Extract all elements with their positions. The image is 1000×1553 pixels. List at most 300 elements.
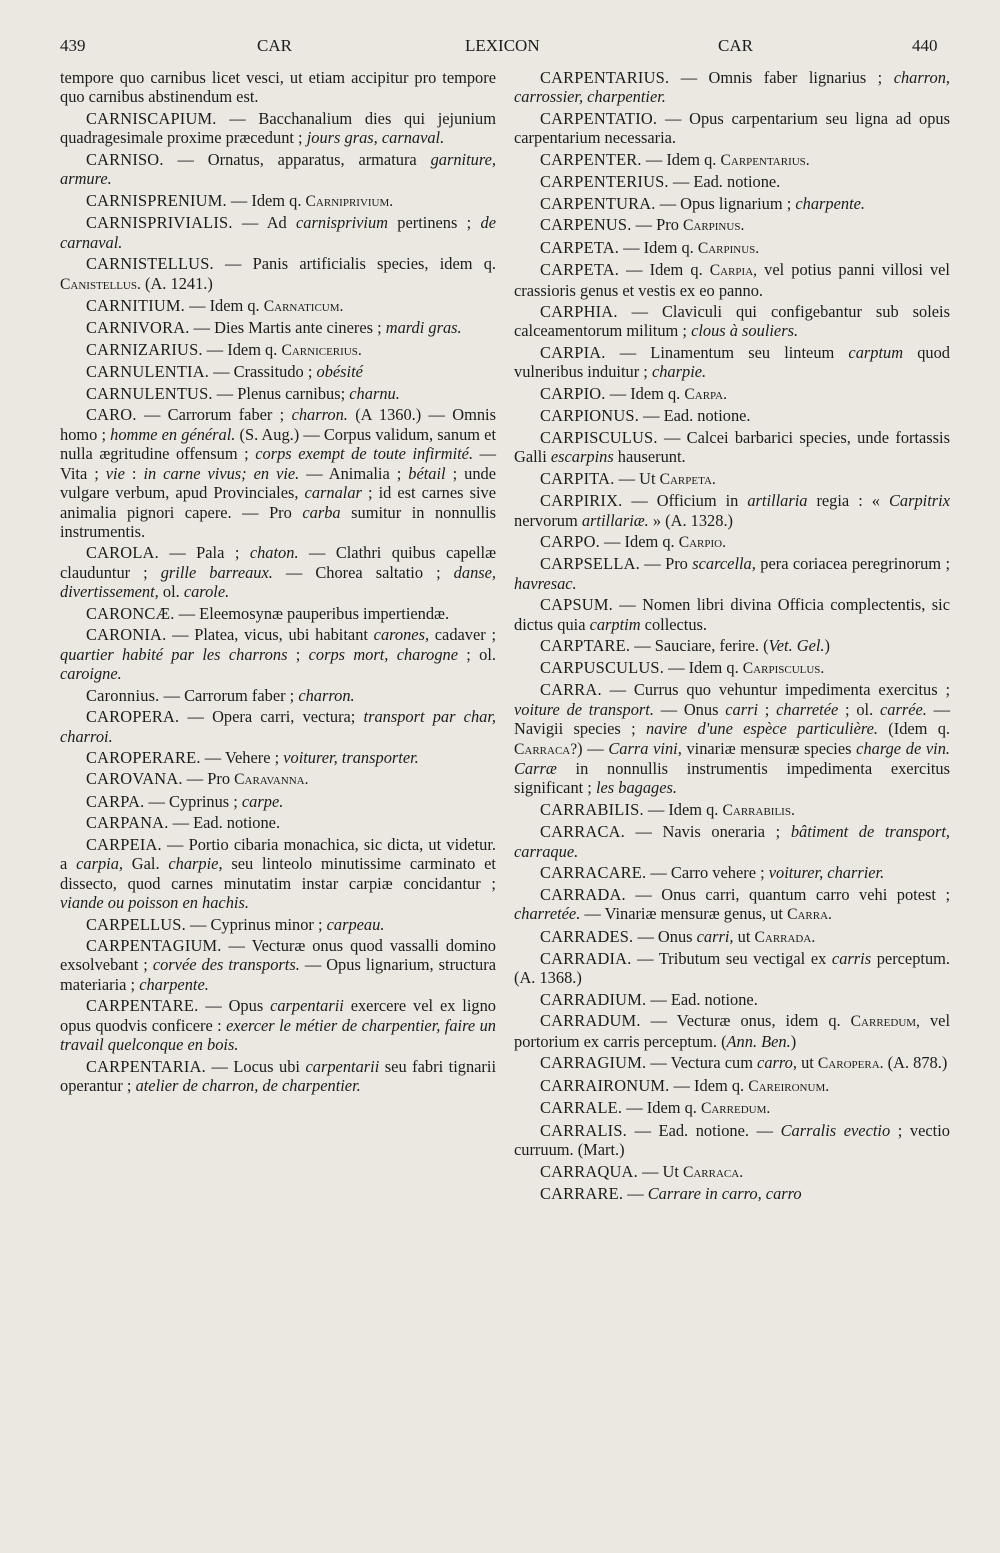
entry-gloss: carpe. xyxy=(241,791,284,811)
entry-text: — Idem q. xyxy=(619,260,710,280)
entry-gloss: quartier habité par les charrons xyxy=(60,644,288,664)
entry-text: — Vita ; xyxy=(60,444,496,483)
entry-headword: CARNISTELLUS. xyxy=(86,254,214,274)
dictionary-entry xyxy=(514,1076,950,1096)
entry-text: — Ead. notione. xyxy=(639,406,751,426)
entry-gloss: navire d'une espèce particulière. xyxy=(645,719,878,739)
entry-text: ut xyxy=(733,926,755,946)
entry-gloss: charpie, xyxy=(168,854,223,874)
entry-gloss: carpia, xyxy=(76,854,123,874)
entry-gloss: voiturer, charrier. xyxy=(768,863,885,883)
entry-headword: CAROVANA. xyxy=(86,769,183,789)
entry-text: — Portio cibaria monachica, sic dicta, ut videtur. a xyxy=(60,834,496,874)
entry-gloss: carptim xyxy=(589,614,641,634)
entry-crossref: Carraca? xyxy=(514,740,578,758)
entry-gloss: carpentarii xyxy=(305,1056,380,1076)
entry-gloss: carpeau. xyxy=(326,914,385,934)
entry-gloss: chaton. xyxy=(249,543,299,563)
entry-text: — Pro xyxy=(182,769,235,789)
entry-gloss: les bagages. xyxy=(595,778,677,798)
entry-gloss: de carnaval. xyxy=(60,213,496,252)
entry-text: — Opus lignarium, structura materiaria ; xyxy=(60,955,496,994)
entry-gloss: charpie. xyxy=(651,362,707,382)
entry-headword: CARPELLUS. xyxy=(86,914,186,934)
entry-gloss: carole. xyxy=(183,582,230,602)
entry-gloss: Carpitrix xyxy=(888,491,950,511)
entry-text: — Vecturæ onus, idem q. xyxy=(640,1011,851,1031)
entry-crossref: Caravanna. xyxy=(234,771,309,789)
entry-headword: CARNULENTUS. xyxy=(86,383,213,403)
right-guide-word: CAR xyxy=(718,36,753,55)
entry-headword: CARPIO. xyxy=(540,383,606,403)
entry-headword: CARNISCAPIUM. xyxy=(86,108,217,128)
entry-text: — Vectura cum xyxy=(646,1053,758,1073)
entry-headword: CARRA. xyxy=(540,680,602,700)
dictionary-entry xyxy=(60,318,496,337)
left-page-number: 439 xyxy=(60,36,86,55)
entry-gloss: voiture de transport. xyxy=(514,699,654,719)
entry-crossref: Carra. xyxy=(787,906,832,924)
entry-text: — Dies Martis ante cineres ; xyxy=(189,318,386,338)
entry-headword: Caronnius. xyxy=(86,685,160,705)
dictionary-entry xyxy=(60,340,496,360)
entry-headword: CAROPERARE. xyxy=(86,747,201,767)
entry-headword: CARPEIA. xyxy=(86,834,162,854)
dictionary-entry xyxy=(514,491,950,530)
entry-gloss: voiturer, transporter. xyxy=(283,747,419,767)
entry-text: — Crassitudo ; xyxy=(209,362,317,382)
dictionary-entry xyxy=(514,680,950,798)
entry-headword: CARNIVORA. xyxy=(86,318,190,338)
entry-headword: CARPTARE. xyxy=(540,636,631,656)
entry-text: seu linteolo minutissime carminato et dissecto, quod carnes minutatim instar carpiæ concidantur ; xyxy=(60,854,496,893)
entry-crossref: Carredum. xyxy=(700,1100,771,1118)
dictionary-entry xyxy=(60,1057,496,1096)
entry-text: sumitur in nonnullis instrumentis. xyxy=(60,502,496,541)
entry-text: tempore quo carnibus licet vesci, ut etiam accipitur pro tempore quo carnibus abstinendum est. xyxy=(60,68,496,107)
dictionary-entry xyxy=(60,405,496,541)
entry-text: — Carrorum faber ; xyxy=(136,405,292,425)
dictionary-entry xyxy=(60,68,496,107)
dictionary-entry xyxy=(60,604,496,623)
entry-crossref: Carpinus. xyxy=(682,217,745,235)
entry-gloss: carnisprivium xyxy=(296,213,388,233)
entry-gloss: danse, divertissement, xyxy=(60,562,497,602)
entry-text: ) xyxy=(790,1031,797,1051)
entry-text: — Idem q. xyxy=(664,657,743,677)
entry-headword: CARRACA. xyxy=(540,822,625,842)
entry-gloss: Carralis evectio xyxy=(780,1120,891,1140)
dictionary-entry xyxy=(60,769,496,789)
dictionary-entry xyxy=(60,296,496,316)
dictionary-entry xyxy=(514,109,950,148)
right-column xyxy=(514,68,950,1205)
dictionary-entry xyxy=(60,543,496,601)
entry-gloss: carri xyxy=(725,699,759,719)
entry-text: — Idem q. xyxy=(619,237,698,257)
entry-text: exercere vel ex ligno opus quodvis conficere : xyxy=(60,996,496,1035)
dictionary-entry xyxy=(60,109,496,148)
dictionary-entry xyxy=(514,260,950,300)
dictionary-entry xyxy=(514,532,950,552)
entry-gloss: atelier de charron, de charpentier. xyxy=(135,1076,361,1096)
entry-headword: CARPANA. xyxy=(86,813,169,833)
entry-crossref: Carpio. xyxy=(678,533,727,551)
entry-text: ut xyxy=(796,1053,818,1073)
entry-text: ; id est carnes sive animalia pignori capere. — Pro xyxy=(60,483,496,522)
dictionary-entry xyxy=(514,885,950,925)
dictionary-entry xyxy=(60,996,496,1054)
entry-text: — Ornatus, apparatus, armatura xyxy=(163,149,431,169)
entry-gloss: carnalar xyxy=(304,483,362,503)
entry-text: — Vecturæ onus quod vassalli domino exsolvebant ; xyxy=(60,936,496,975)
entry-text: — Ead. notione. xyxy=(646,989,758,1009)
entry-text: — Calcei barbarici species, unde fortassis Galli xyxy=(514,427,950,467)
entry-headword: CARNISPRIVIALIS. xyxy=(86,213,233,233)
running-header xyxy=(0,36,1000,62)
entry-text: — Cyprinus minor ; xyxy=(185,914,327,934)
entry-gloss: charretée. xyxy=(514,904,581,924)
entry-headword: CARPHIA. xyxy=(540,301,618,321)
dictionary-entry xyxy=(514,658,950,678)
dictionary-entry xyxy=(60,362,496,381)
entry-gloss: havresac. xyxy=(514,573,577,593)
entry-text: — Opus xyxy=(198,996,271,1016)
dictionary-entry xyxy=(514,215,950,235)
entry-headword: CARNITIUM. xyxy=(86,295,185,315)
entry-text: — Pro xyxy=(639,554,693,574)
entry-text: ) xyxy=(824,636,830,656)
entry-headword: CARONCÆ. xyxy=(86,603,175,623)
entry-gloss: carri, xyxy=(696,926,734,946)
entry-headword: CARNISPRENIUM. xyxy=(86,190,227,210)
entry-headword: CARPIONUS. xyxy=(540,406,639,426)
entry-text: — Idem q. xyxy=(184,295,264,315)
entry-text: — Idem q. xyxy=(622,1098,701,1118)
entry-text: — Pala ; xyxy=(158,543,250,563)
entry-headword: CARRAGIUM. xyxy=(540,1053,647,1073)
entry-text: hauserunt. xyxy=(613,447,686,467)
entry-text: — Currus quo vehuntur impedimenta exercitus ; xyxy=(601,680,950,700)
entry-gloss: Ann. Ben. xyxy=(726,1031,791,1051)
entry-text: — Officium in xyxy=(622,491,748,511)
entry-text: ; unde vulgare verbum, apud Provinciales, xyxy=(60,463,497,503)
entry-gloss: charron. xyxy=(298,685,355,705)
entry-text: vinariæ mensuræ species xyxy=(681,738,857,758)
dictionary-entry xyxy=(60,686,496,705)
entry-headword: CARPENUS. xyxy=(540,215,632,235)
entry-text: (A. 878.) xyxy=(883,1053,948,1073)
entry-headword: CARPENTARE. xyxy=(86,996,199,1016)
entry-headword: CARRALE. xyxy=(540,1098,623,1118)
entry-gloss: carones, xyxy=(373,625,430,645)
entry-text: — Plenus carnibus; xyxy=(212,383,350,403)
entry-gloss: exercer le métier de charpentier, faire un travail quelconque en bois. xyxy=(60,1015,496,1055)
dictionary-entry xyxy=(60,707,496,746)
entry-text: (Idem q. xyxy=(878,719,951,739)
entry-gloss: mardi gras. xyxy=(385,318,462,338)
entry-headword: CARNIZARIUS. xyxy=(86,339,203,359)
entry-headword: CAPSUM. xyxy=(540,595,613,615)
entry-text: — Pro xyxy=(631,215,683,235)
entry-gloss: charge de vin. xyxy=(856,738,951,758)
entry-crossref: Carraca. xyxy=(682,1163,744,1181)
entry-headword: CARPIRIX. xyxy=(540,491,623,511)
entry-gloss: charpente. xyxy=(139,974,209,994)
text-columns xyxy=(60,68,950,1205)
entry-headword: CARPENTER. xyxy=(540,149,642,169)
dictionary-entry xyxy=(514,554,950,593)
entry-gloss: Vet. Gel. xyxy=(768,636,825,656)
entry-text: — Opus lignarium ; xyxy=(655,193,796,213)
entry-headword: CARPSELLA. xyxy=(540,554,640,574)
entry-text: — Ut xyxy=(614,468,660,488)
entry-crossref: Carpinus. xyxy=(697,239,760,257)
entry-text: » (A. 1328.) xyxy=(648,510,733,530)
entry-crossref: Carrada. xyxy=(754,928,816,946)
entry-text: — Eleemosynæ pauperibus impertiendæ. xyxy=(174,603,450,623)
entry-headword: CARRABILIS. xyxy=(540,799,644,819)
entry-gloss: in carne vivus; en vie. xyxy=(143,463,300,483)
entry-gloss: Carra vini, xyxy=(608,738,682,758)
dictionary-entry xyxy=(60,835,496,913)
dictionary-entry xyxy=(514,1098,950,1118)
entry-gloss: carba xyxy=(302,502,341,522)
entry-text: nervorum xyxy=(514,510,582,530)
entry-headword: CARPENTARIA. xyxy=(86,1056,206,1076)
entry-text: ol. xyxy=(158,582,184,602)
dictionary-entry xyxy=(514,343,950,382)
dictionary-entry xyxy=(514,68,950,107)
entry-gloss: carro, xyxy=(757,1053,797,1073)
entry-gloss: jours gras, carnaval. xyxy=(306,128,445,148)
entry-text: — Clathri quibus capellæ clauduntur ; xyxy=(60,543,496,582)
entry-headword: CARPITA. xyxy=(540,468,615,488)
entry-text: quod vulneribus induitur ; xyxy=(514,342,950,382)
dictionary-entry xyxy=(60,150,496,189)
entry-headword: CARRARE. xyxy=(540,1184,624,1204)
entry-headword: CARRAQUA. xyxy=(540,1161,638,1181)
entry-crossref: Carniprivium. xyxy=(305,192,394,210)
entry-text: ; vectio curruum. (Mart.) xyxy=(514,1120,950,1160)
entry-headword: CARRADES. xyxy=(540,926,634,946)
entry-gloss: homme en général. xyxy=(110,424,236,444)
dictionary-entry xyxy=(60,191,496,211)
entry-headword: CARNISO. xyxy=(86,149,164,169)
entry-text: ; ol. xyxy=(838,699,880,719)
entry-text: regia : « xyxy=(807,491,889,511)
dictionary-entry xyxy=(60,792,496,811)
entry-gloss: scarcella, xyxy=(692,554,756,574)
entry-gloss: carpentarii xyxy=(270,996,344,1016)
entry-gloss: corvée des transports. xyxy=(152,955,300,975)
entry-headword: CARPIA. xyxy=(540,342,606,362)
entry-crossref: Carrabilis. xyxy=(722,801,795,819)
entry-gloss: garniture, armure. xyxy=(60,149,496,189)
entry-gloss: carptum xyxy=(848,342,904,362)
dictionary-entry xyxy=(514,1011,950,1051)
entry-headword: CARRAIRONUM. xyxy=(540,1075,670,1095)
entry-text: — Chorea saltatio ; xyxy=(272,562,454,582)
dictionary-entry xyxy=(514,194,950,213)
entry-headword: CARRADUM. xyxy=(540,1011,641,1031)
dictionary-entry xyxy=(514,1184,950,1203)
running-title: LEXICON xyxy=(465,36,540,55)
entry-gloss: obésité xyxy=(316,362,363,382)
entry-gloss: transport par char, charroi. xyxy=(60,707,496,746)
dictionary-entry xyxy=(60,748,496,767)
entry-text: — Navigii species ; xyxy=(514,699,951,739)
entry-text: in nonnullis instrumentis impedimenta exercitus significant ; xyxy=(514,758,950,798)
entry-crossref: Careironum. xyxy=(748,1077,830,1095)
entry-text: ) — xyxy=(577,738,609,758)
entry-gloss: corps mort, charogne xyxy=(308,644,458,664)
entry-text: : xyxy=(124,463,144,483)
entry-headword: CARPUSCULUS. xyxy=(540,657,665,677)
entry-gloss: carris xyxy=(831,949,872,969)
entry-text: — Ut xyxy=(637,1161,683,1181)
entry-text: — Nomen libri divina Officia complectentis, sic dictus quia xyxy=(514,595,950,634)
entry-headword: CAROLA. xyxy=(86,543,159,563)
entry-text: ; xyxy=(287,644,309,664)
dictionary-entry xyxy=(514,863,950,882)
entry-text: — Onus xyxy=(633,926,697,946)
entry-text: — Ead. notione. xyxy=(668,172,781,192)
entry-gloss: vie xyxy=(105,463,125,483)
entry-headword: CARO. xyxy=(86,405,137,425)
entry-crossref: Carpa. xyxy=(684,385,728,403)
dictionary-entry xyxy=(514,822,950,861)
entry-headword: CARPA. xyxy=(86,791,145,811)
entry-headword: CARRADA. xyxy=(540,884,626,904)
entry-crossref: Caropera. xyxy=(817,1055,884,1073)
dictionary-entry xyxy=(514,150,950,170)
entry-headword: CARPO. xyxy=(540,531,600,551)
entry-gloss: carrée. xyxy=(879,699,927,719)
entry-text: ; ol. xyxy=(458,644,496,664)
entry-gloss: charron. xyxy=(291,405,348,425)
entry-gloss: bâtiment de transport, carraque. xyxy=(514,822,950,861)
entry-crossref: Carpia, xyxy=(709,262,758,280)
dictionary-entry xyxy=(60,213,496,252)
dictionary-entry xyxy=(514,1162,950,1182)
dictionary-entry xyxy=(514,238,950,258)
entry-text: (A 1360.) — Omnis homo ; xyxy=(60,405,496,444)
entry-text: — Vehere ; xyxy=(200,747,284,767)
dictionary-entry xyxy=(514,384,950,404)
entry-headword: CARPENTAGIUM. xyxy=(86,936,222,956)
entry-gloss: bétail xyxy=(408,463,446,483)
entry-text: — Carro vehere ; xyxy=(646,863,769,883)
entry-text: — Idem q. xyxy=(669,1075,749,1095)
entry-text: — Claviculi qui configebantur sub soleis calceamentorum militum ; xyxy=(514,301,950,341)
entry-text: — Idem q. xyxy=(226,190,306,210)
entry-crossref: Carnaticum. xyxy=(263,297,344,315)
entry-headword: CARPETA. xyxy=(540,260,620,280)
entry-text: — Idem q. xyxy=(643,799,723,819)
entry-text: — Cyprinus ; xyxy=(144,791,242,811)
entry-text: — Onus xyxy=(653,699,726,719)
entry-text: seu fabri tignarii operantur ; xyxy=(60,1056,496,1096)
dictionary-entry xyxy=(60,254,496,294)
left-column xyxy=(60,68,496,1205)
entry-text: collectus. xyxy=(640,614,708,634)
entry-text: cadaver ; xyxy=(429,625,497,645)
entry-text: — Animalia ; xyxy=(299,463,409,483)
entry-text: — Tributum seu vectigal ex xyxy=(631,949,832,969)
entry-gloss: corps exempt de toute infirmité. xyxy=(255,444,474,464)
entry-text: vel potius panni villosi vel crassioris genus et vestis ex eo panno. xyxy=(514,260,950,300)
entry-crossref: Carpisculus. xyxy=(742,659,825,677)
entry-crossref: Carpeta. xyxy=(659,470,716,488)
entry-gloss: charron, carrossier, charpentier. xyxy=(514,68,950,107)
entry-text: — Opera carri, vectura; xyxy=(179,707,364,727)
entry-text: — Locus ubi xyxy=(205,1056,306,1076)
entry-text: — Ead. notione. xyxy=(168,813,281,833)
entry-gloss: charpente. xyxy=(795,193,866,213)
entry-text: — Carrorum faber ; xyxy=(159,685,299,705)
dictionary-entry xyxy=(60,936,496,994)
dictionary-entry xyxy=(514,636,950,655)
entry-headword: CARPENTURA. xyxy=(540,193,656,213)
entry-headword: CARONIA. xyxy=(86,625,167,645)
dictionary-entry xyxy=(514,927,950,947)
entry-gloss: caroigne. xyxy=(60,664,122,684)
entry-text: — xyxy=(623,1184,648,1204)
entry-text: (A. 1241.) xyxy=(140,273,213,293)
entry-text: — Ead. notione. — xyxy=(626,1120,781,1140)
entry-text: — Platea, vicus, ubi habitant xyxy=(166,625,374,645)
dictionary-entry xyxy=(514,800,950,820)
dictionary-entry xyxy=(514,469,950,489)
entry-text: — Sauciare, ferire. ( xyxy=(630,636,769,656)
dictionary-entry xyxy=(514,949,950,988)
dictionary-entry xyxy=(514,595,950,634)
entry-crossref: Canistellus. xyxy=(60,275,141,293)
entry-text: — Idem q. xyxy=(605,383,685,403)
dictionary-entry xyxy=(60,915,496,934)
entry-crossref: Carnicerius. xyxy=(281,341,362,359)
entry-headword: CARPISCULUS. xyxy=(540,427,658,447)
entry-headword: CARRADIA. xyxy=(540,949,632,969)
entry-headword: CARRACARE. xyxy=(540,863,647,883)
dictionary-entry xyxy=(514,1053,950,1073)
entry-gloss: charnu. xyxy=(349,383,400,403)
entry-text: vel portorium ex carris perceptum. ( xyxy=(514,1011,950,1051)
dictionary-entry xyxy=(514,990,950,1009)
dictionary-entry xyxy=(514,302,950,341)
entry-headword: CARPENTARIUS. xyxy=(540,68,670,87)
left-guide-word: CAR xyxy=(257,36,292,55)
entry-gloss: Carræ xyxy=(514,758,557,778)
entry-text: — Idem q. xyxy=(202,339,282,359)
entry-text: — Vinariæ mensuræ genus, ut xyxy=(580,904,788,924)
entry-text: — Linamentum seu linteum xyxy=(605,342,849,362)
entry-text: pertinens ; xyxy=(388,213,481,233)
entry-crossref: Carredum, xyxy=(850,1013,920,1031)
right-page-number: 440 xyxy=(912,36,938,55)
entry-gloss: charretée xyxy=(776,699,839,719)
dictionary-entry xyxy=(514,406,950,425)
entry-headword: CARPETA. xyxy=(540,237,620,257)
entry-gloss: grille barreaux. xyxy=(160,562,273,582)
entry-crossref: Carpentarius. xyxy=(720,151,810,169)
entry-text: — Idem q. xyxy=(641,149,721,169)
entry-text: — Navis oneraria ; xyxy=(624,822,791,842)
entry-headword: CARNULENTIA. xyxy=(86,362,210,382)
dictionary-entry xyxy=(514,428,950,467)
entry-headword: CARRADIUM. xyxy=(540,989,647,1009)
